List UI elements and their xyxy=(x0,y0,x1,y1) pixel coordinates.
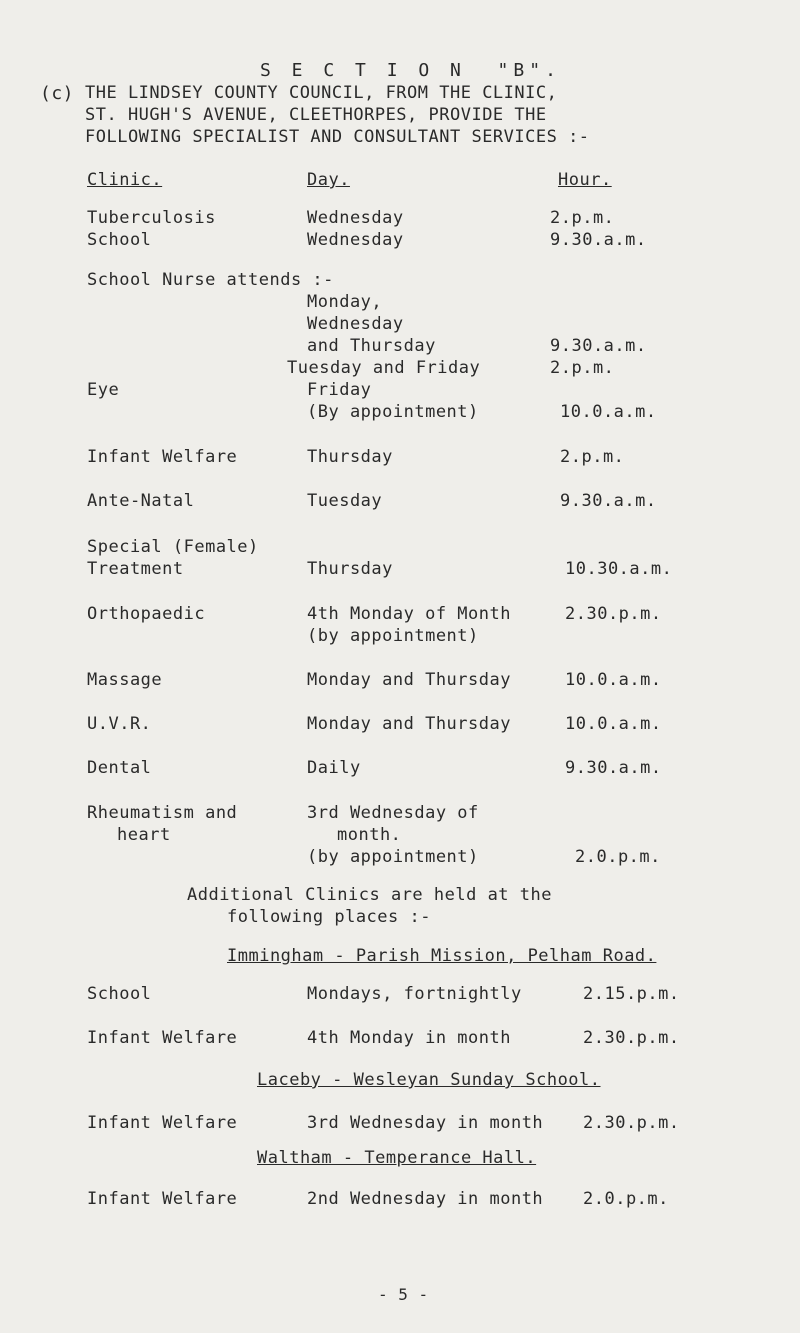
section-title: S E C T I O N "B". xyxy=(260,60,561,81)
intro-line-1: THE LINDSEY COUNTY COUNCIL, FROM THE CLINIC, xyxy=(85,83,558,103)
row-hour: 10.30.a.m. xyxy=(565,559,673,579)
row-clinic: heart xyxy=(117,825,171,845)
row-day: 4th Monday of Month xyxy=(307,604,511,624)
row-clinic: Tuberculosis xyxy=(87,208,216,228)
row-clinic: U.V.R. xyxy=(87,714,152,734)
additional-line-1: Additional Clinics are held at the xyxy=(187,885,552,905)
row-day: month. xyxy=(337,825,402,845)
header-day: Day. xyxy=(307,170,350,190)
place-row-hour: 2.15.p.m. xyxy=(583,984,680,1004)
row-hour: 9.30.a.m. xyxy=(560,491,657,511)
place-row-clinic: Infant Welfare xyxy=(87,1113,238,1133)
row-day: (by appointment) xyxy=(307,847,479,867)
row-day: 3rd Wednesday of xyxy=(307,803,479,823)
row-day: Thursday xyxy=(307,559,393,579)
header-hour: Hour. xyxy=(558,170,612,190)
row-hour: 10.0.a.m. xyxy=(560,402,657,422)
row-day: (by appointment) xyxy=(307,626,479,646)
place-row-hour: 2.0.p.m. xyxy=(583,1189,669,1209)
row-clinic: Special (Female) xyxy=(87,537,259,557)
row-hour: 2.p.m. xyxy=(550,358,615,378)
row-hour: 9.30.a.m. xyxy=(550,336,647,356)
row-clinic: Rheumatism and xyxy=(87,803,238,823)
row-hour: 2.p.m. xyxy=(550,208,615,228)
row-day: Monday and Thursday xyxy=(307,670,511,690)
row-clinic: Eye xyxy=(87,380,120,400)
intro-line-2: ST. HUGH'S AVENUE, CLEETHORPES, PROVIDE THE xyxy=(85,105,547,125)
place-row-day: 2nd Wednesday in month xyxy=(307,1189,544,1209)
row-hour: 10.0.a.m. xyxy=(565,670,662,690)
row-day: Tuesday xyxy=(307,491,383,511)
row-hour: 2.0.p.m. xyxy=(575,847,661,867)
place-row-day: 4th Monday in month xyxy=(307,1028,511,1048)
row-clinic: Orthopaedic xyxy=(87,604,206,624)
row-day: Tuesday and Friday xyxy=(287,358,481,378)
row-day: (By appointment) xyxy=(307,402,479,422)
row-hour: 9.30.a.m. xyxy=(550,230,647,250)
row-day: Daily xyxy=(307,758,361,778)
row-day: Thursday xyxy=(307,447,393,467)
place-row-clinic: School xyxy=(87,984,152,1004)
row-day: Wednesday xyxy=(307,314,404,334)
row-day: Monday and Thursday xyxy=(307,714,511,734)
row-clinic: Infant Welfare xyxy=(87,447,238,467)
place-heading: Laceby - Wesleyan Sunday School. xyxy=(257,1070,601,1090)
additional-line-2: following places :- xyxy=(227,907,431,927)
row-hour: 10.0.a.m. xyxy=(565,714,662,734)
row-day: Monday, xyxy=(307,292,383,312)
row-clinic: Treatment xyxy=(87,559,184,579)
row-clinic: Dental xyxy=(87,758,152,778)
place-row-day: Mondays, fortnightly xyxy=(307,984,522,1004)
margin-note: (c) xyxy=(40,83,75,104)
row-clinic: School xyxy=(87,230,152,250)
row-day: Wednesday xyxy=(307,208,404,228)
place-row-hour: 2.30.p.m. xyxy=(583,1028,680,1048)
place-row-day: 3rd Wednesday in month xyxy=(307,1113,544,1133)
row-clinic: Ante-Natal xyxy=(87,491,195,511)
row-clinic: School Nurse attends :- xyxy=(87,270,334,290)
row-day: Friday xyxy=(307,380,372,400)
page-number: - 5 - xyxy=(378,1285,429,1304)
row-hour: 2.p.m. xyxy=(560,447,625,467)
header-clinic: Clinic. xyxy=(87,170,163,190)
row-day: Wednesday xyxy=(307,230,404,250)
place-row-hour: 2.30.p.m. xyxy=(583,1113,680,1133)
row-clinic: Massage xyxy=(87,670,163,690)
row-day: and Thursday xyxy=(307,336,436,356)
row-hour: 9.30.a.m. xyxy=(565,758,662,778)
intro-line-3: FOLLOWING SPECIALIST AND CONSULTANT SERVICES :- xyxy=(85,127,590,147)
place-heading: Immingham - Parish Mission, Pelham Road. xyxy=(227,946,657,966)
place-row-clinic: Infant Welfare xyxy=(87,1028,238,1048)
place-heading: Waltham - Temperance Hall. xyxy=(257,1148,537,1168)
place-row-clinic: Infant Welfare xyxy=(87,1189,238,1209)
row-hour: 2.30.p.m. xyxy=(565,604,662,624)
